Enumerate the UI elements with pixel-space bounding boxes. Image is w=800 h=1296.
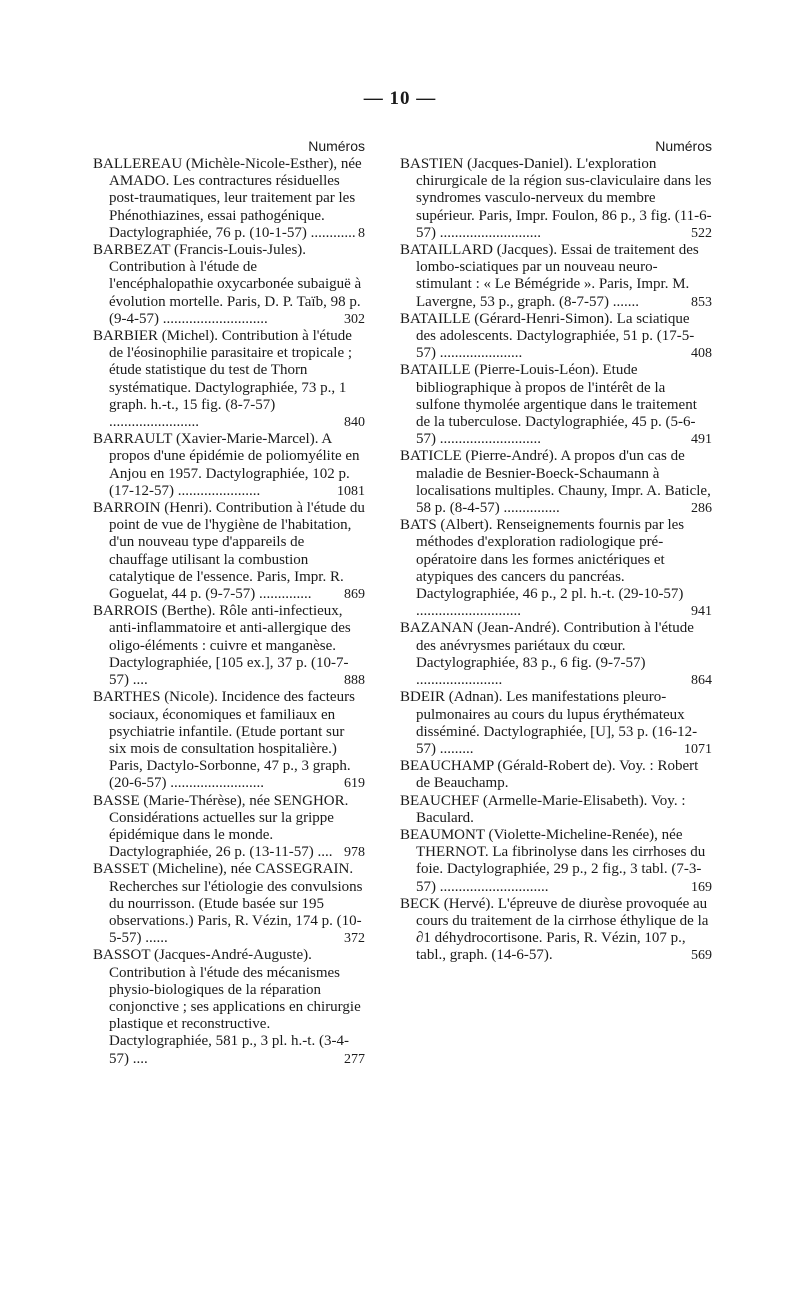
bibliography-entry	[400, 758, 712, 792]
entry-number: 864	[691, 673, 712, 689]
bibliography-entry	[400, 242, 712, 311]
right-entries-list	[400, 156, 712, 965]
entry-number: 277	[344, 1051, 365, 1067]
bibliography-entry	[400, 689, 712, 758]
entry-text: BALLEREAU (Michèle-Nicole-Esther), née AMADO. Les contractures résiduelles post-traumatiques, leur traitement par les Phénothiazines, essai pathogénique. Dactylographiée, 76 p. (10-1-57) ............	[93, 156, 362, 241]
bibliography-entry	[93, 156, 365, 242]
left-column	[93, 138, 365, 1068]
bibliography-entry	[400, 620, 712, 689]
bibliography-entry	[400, 517, 712, 620]
entry-text: BATICLE (Pierre-André). A propos d'un cas de maladie de Besnier-Boeck-Schaumann à localisations multiples. Chauny, Impr. A. Baticle, 58 p. (8-4-57) ...............	[400, 448, 711, 517]
entry-number: 941	[691, 604, 712, 620]
entry-text: BARTHES (Nicole). Incidence des facteurs sociaux, économiques et familiaux en psychiatrie infantile. (Etude portant sur six mois de consultation hospitalière.) Paris, Dactylo-Sorbonne, 47 p., 3 graph. (20-6-57) .........................	[93, 689, 355, 792]
bibliography-entry	[400, 793, 712, 827]
bibliography-entry	[400, 448, 712, 517]
entry-number: 569	[691, 948, 712, 964]
bibliography-entry	[400, 896, 712, 965]
left-entries-list	[93, 156, 365, 1068]
entry-text: BASSET (Micheline), née CASSEGRAIN. Recherches sur l'étiologie des convulsions du nourrisson. (Etude basée sur 195 observations.) Paris, R. Vézin, 174 p. (10-5-57) ......	[93, 861, 363, 947]
bibliography-entry	[400, 156, 712, 242]
entry-number: 853	[691, 294, 712, 310]
bibliography-entry	[93, 242, 365, 328]
entry-text: BEAUCHAMP (Gérald-Robert de). Voy. : Robert de Beauchamp.	[400, 758, 699, 792]
bibliography-entry	[93, 861, 365, 947]
entry-text: BATAILLE (Gérard-Henri-Simon). La sciatique des adolescents. Dactylographiée, 51 p. (17-5-57) ......................	[400, 310, 695, 362]
entry-number: 8	[358, 225, 365, 241]
bibliography-entry	[93, 689, 365, 792]
entry-text: BASTIEN (Jacques-Daniel). L'exploration chirurgicale de la région sus-claviculaire dans les syndromes vasculo-nerveux du membre supérieur. Paris, Impr. Foulon, 86 p., 3 fig. (11-6-57) ...........................	[400, 156, 712, 241]
entry-text: BDEIR (Adnan). Les manifestations pleuro-pulmonaires au cours du lupus érythémateux disséminé. Dactylographiée, [U], 53 p. (16-12-57) .........	[400, 689, 698, 757]
bibliography-entry	[93, 793, 365, 862]
entry-text: BATS (Albert). Renseignements fournis par les méthodes d'exploration radiologique pré-opératoire dans les formes anictériques et atypiques des cancers du pancréas. Dactylographiée, 46 p., 2 pl. h.-t. (29-10-57) ............................	[400, 517, 685, 620]
entry-number: 169	[691, 879, 712, 895]
entry-number: 1071	[684, 741, 712, 757]
entry-text: BEAUCHEF (Armelle-Marie-Elisabeth). Voy. : Baculard.	[400, 792, 686, 826]
entry-number: 491	[691, 432, 712, 448]
bibliography-entry	[93, 431, 365, 500]
entry-number: 619	[344, 776, 365, 792]
left-column-header: Numéros	[308, 138, 365, 154]
bibliography-entry	[400, 362, 712, 448]
right-column-header: Numéros	[655, 138, 712, 154]
entry-text: BATAILLE (Pierre-Louis-Léon). Etude bibliographique à propos de l'intérêt de la sulfone thymolée argentique dans le traitement de la tuberculose. Dactylographiée, 45 p. (5-6-57) ...........................	[400, 362, 697, 448]
right-column	[400, 138, 712, 965]
page-number: — 10 —	[363, 88, 437, 109]
entry-text: BASSE (Marie-Thérèse), née SENGHOR. Considérations actuelles sur la grippe épidémique dans le monde. Dactylographiée, 26 p. (13-11-57) ....	[93, 792, 349, 861]
bibliography-entry	[400, 827, 712, 896]
entry-number: 869	[344, 587, 365, 603]
entry-number: 408	[691, 346, 712, 362]
bibliography-entry	[93, 603, 365, 689]
entry-text: BARROIS (Berthe). Rôle anti-infectieux, anti-inflammatoire et anti-allergique des oligo-éléments : cuivre et manganèse. Dactylographiée, [105 ex.], 37 p. (10-7-57) ....	[93, 603, 351, 689]
entry-number: 302	[344, 311, 365, 327]
entry-number: 888	[344, 673, 365, 689]
entry-number: 978	[344, 845, 365, 861]
bibliography-entry	[93, 328, 365, 431]
entry-text: BARBIER (Michel). Contribution à l'étude de l'éosinophilie parasitaire et tropicale ; étude statistique du test de Thorn systématique. Dactylographiée, 73 p., 1 graph. h.-t., 15 fig. (8-7-57) ........................	[93, 328, 353, 431]
entry-text: BARRAULT (Xavier-Marie-Marcel). A propos d'une épidémie de poliomyélite en Anjou en 1957. Dactylographiée, 102 p. (17-12-57) ......................	[93, 431, 360, 499]
bibliography-entry	[400, 311, 712, 363]
entry-number: 1081	[337, 483, 365, 499]
entry-text: BAZANAN (Jean-André). Contribution à l'étude des anévrysmes pariétaux du cœur. Dactylographiée, 83 p., 6 fig. (9-7-57) .......................	[400, 620, 694, 689]
entry-text: BECK (Hervé). L'épreuve de diurèse provoquée au cours du traitement de la cirrhose éthylique de la ∂1 déhydrocortisone. Paris, R. Vézin, 107 p., tabl., graph. (14-6-57).	[400, 895, 709, 964]
entry-number: 372	[344, 931, 365, 947]
entry-text: BATAILLARD (Jacques). Essai de traitement des lombo-sciatiques par un nouveau neuro-stimulant : « Le Bémégride ». Paris, Impr. M. Lavergne, 53 p., graph. (8-7-57) .......	[400, 242, 699, 310]
entry-text: BASSOT (Jacques-André-Auguste). Contribution à l'étude des mécanismes physio-biologiques de la réparation conjonctive ; ses applications en chirurgie plastique et reconstructive. Dactylographiée, 581 p., 3 pl. h.-t. (3-4-57) ....	[93, 947, 361, 1067]
entry-text: BEAUMONT (Violette-Micheline-Renée), née THERNOT. La fibrinolyse dans les cirrhoses du foie. Dactylographiée, 29 p., 2 fig., 3 tabl. (7-3-57) .............................	[400, 826, 706, 895]
entry-number: 840	[344, 415, 365, 431]
entry-number: 286	[691, 501, 712, 517]
bibliography-entry	[93, 947, 365, 1067]
bibliography-entry	[93, 500, 365, 603]
entry-text: BARROIN (Henri). Contribution à l'étude du point de vue de l'hygiène de l'habitation, d'un nouveau type d'appareils de chauffage utilisant la combustion catalytique de l'essence. Paris, Impr. R. Goguelat, 44 p. (9-7-57) ..............	[93, 500, 365, 603]
entry-number: 522	[691, 225, 712, 241]
entry-text: BARBEZAT (Francis-Louis-Jules). Contribution à l'étude de l'encéphalopathie oxycarbonée subaiguë à évolution mortelle. Paris, D. P. Taïb, 98 p. (9-4-57) ............................	[93, 242, 362, 327]
